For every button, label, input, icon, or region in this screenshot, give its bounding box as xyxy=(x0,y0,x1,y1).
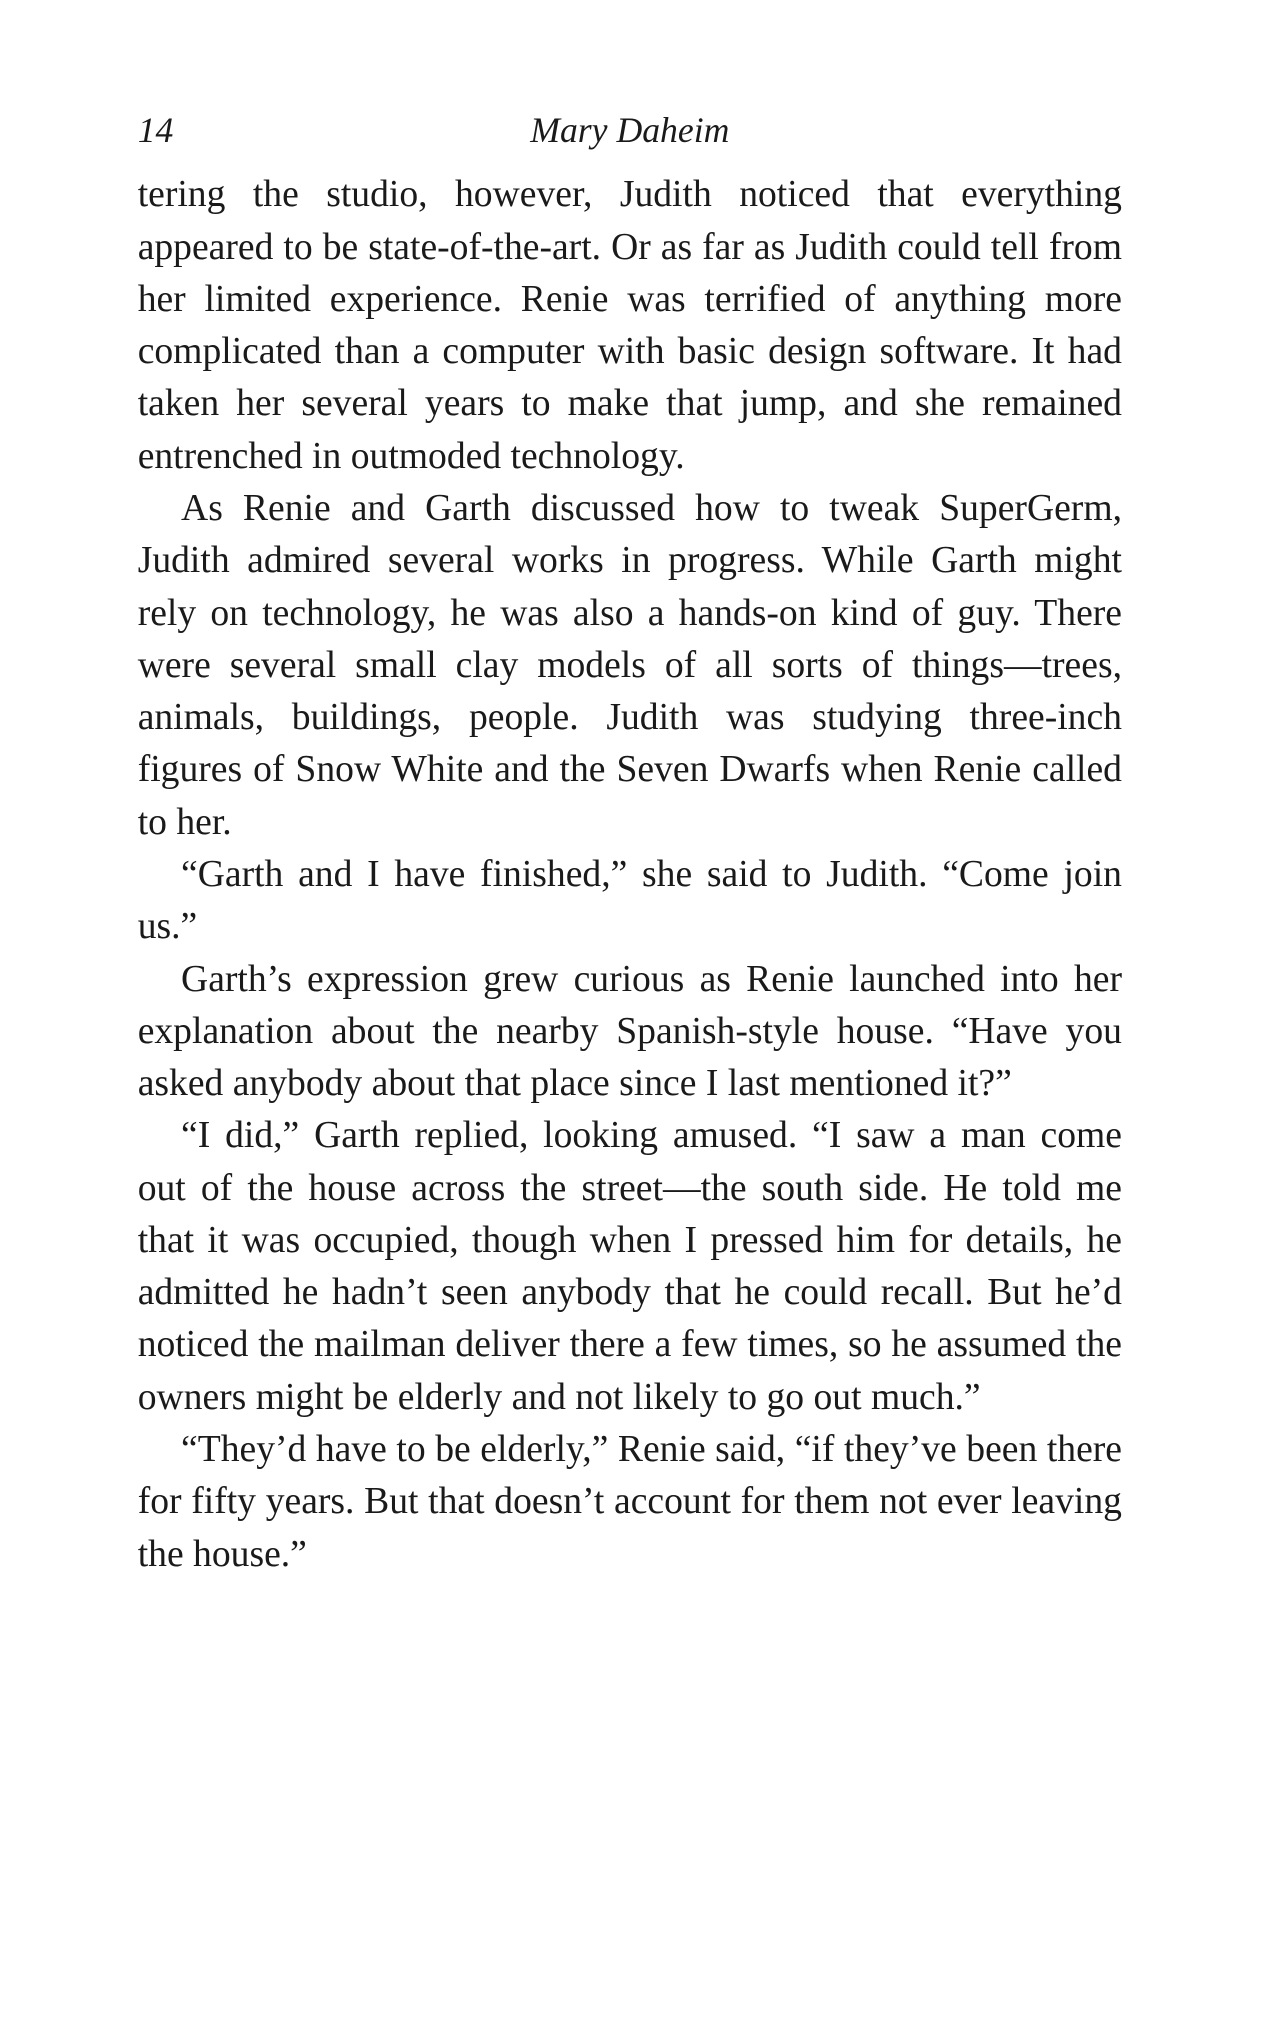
paragraph: “They’d have to be elderly,” Renie said, “if they’ve been there for fifty years. But that doesn’t account for them not ever leaving the house.” xyxy=(137,1428,1122,1575)
paragraph: As Renie and Garth discussed how to tweak SuperGerm, Judith admired several works in progress. While Garth might rely on technology, he was also a hands-on kind of guy. There were several small clay models of all sorts of things—trees, animals, buildings, people. Judith was studying three-inch figures of Snow White and the Seven Dwarfs when Renie called to her. xyxy=(137,486,1122,843)
paragraph: “I did,” Garth replied, looking amused. “I saw a man come out of the house across the street—the south side. He told me that it was occupied, though when I pressed him for details, he admitted he hadn’t seen anybody that he could recall. But he’d noticed the mailman deliver there a few times, so he assumed the owners might be elderly and not likely to go out much.” xyxy=(137,1114,1122,1418)
body-text xyxy=(138,168,1122,1580)
page-number: 14 xyxy=(137,109,174,150)
paragraph: “Garth and I have finished,” she said to Judith. “Come join us.” xyxy=(137,852,1122,948)
book-page xyxy=(138,105,1122,1580)
running-title-author: Mary Daheim xyxy=(530,109,730,150)
running-head xyxy=(138,105,1122,156)
paragraph: Garth’s expression grew curious as Renie launched into her explanation about the nearby Spanish-style house. “Have you asked anybody about that place since I last mentioned it?” xyxy=(137,957,1122,1105)
paragraph-continued: tering the studio, however, Judith noticed that everything appeared to be state-of-the-art. Or as far as Judith could tell from her limited experience. Renie was terrified of anything more complicated than a computer with basic design software. It had taken her several years to make that jump, and she remained entrenched in outmoded technology. xyxy=(137,173,1122,477)
